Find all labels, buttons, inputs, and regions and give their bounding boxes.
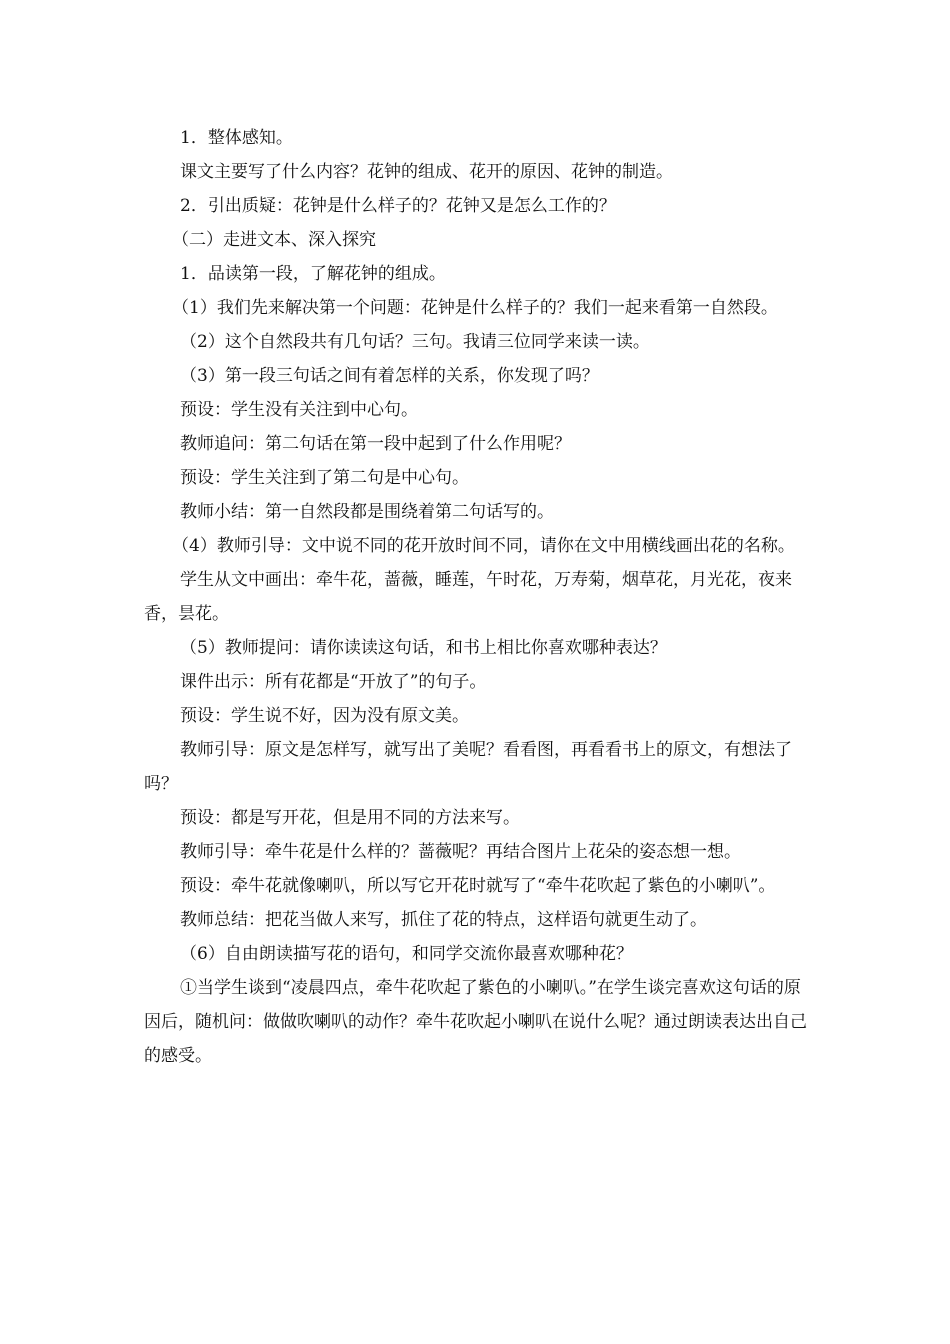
paragraph-teacher-follow-up: 教师追问：第二句话在第一段中起到了什么作用呢？ <box>180 434 571 454</box>
section-heading-raise-question: 2．引出质疑：花钟是什么样子的？花钟又是怎么工作的？ <box>180 196 616 216</box>
paragraph-preset-5: 预设：牵牛花就像喇叭，所以写它开花时就写了“牵牛花吹起了紫色的小喇叭”。 <box>180 876 776 896</box>
document-body <box>144 121 810 1073</box>
paragraph-step-3: （3）第一段三句话之间有着怎样的关系，你发现了吗？ <box>180 366 599 386</box>
paragraph-teacher-summary-1: 教师小结：第一自然段都是围绕着第二句话写的。 <box>180 502 554 522</box>
section-heading-explore-text: （二）走进文本、深入探究 <box>172 230 376 250</box>
paragraph-courseware: 课件出示：所有花都是“开放了”的句子。 <box>180 672 487 692</box>
paragraph-flower-names: 学生从文中画出：牵牛花，蔷薇，睡莲，午时花，万寿菊，烟草花，月光花，夜来香，昙花。 <box>144 570 792 624</box>
section-heading-overall-perception: 1．整体感知。 <box>180 128 293 148</box>
paragraph-step-6: （6）自由朗读描写花的语句，和同学交流你最喜欢哪种花？ <box>180 944 633 964</box>
paragraph-step-1: （1）我们先来解决第一个问题：花钟是什么样子的？我们一起来看第一自然段。 <box>172 298 778 318</box>
paragraph-preset-4: 预设：都是写开花，但是用不同的方法来写。 <box>180 808 520 828</box>
paragraph-circled-1: ①当学生谈到“凌晨四点，牵牛花吹起了紫色的小喇叭。”在学生谈完喜欢这句话的原因后，随机问：做做吹喇叭的动作？牵牛花吹起小喇叭在说什么呢？通过朗读表达出自己的感受。 <box>144 978 807 1066</box>
paragraph-preset-1: 预设：学生没有关注到中心句。 <box>180 400 418 420</box>
paragraph-text-content-summary: 课文主要写了什么内容？花钟的组成、花开的原因、花钟的制造。 <box>180 162 673 182</box>
paragraph-preset-2: 预设：学生关注到了第二句是中心句。 <box>180 468 469 488</box>
paragraph-teacher-guide-2: 教师引导：牵牛花是什么样的？蔷薇呢？再结合图片上花朵的姿态想一想。 <box>180 842 741 862</box>
paragraph-preset-3: 预设：学生说不好，因为没有原文美。 <box>180 706 469 726</box>
paragraph-teacher-guide-1: 教师引导：原文是怎样写，就写出了美呢？看看图，再看看书上的原文，有想法了吗？ <box>144 740 792 794</box>
paragraph-step-4: （4）教师引导：文中说不同的花开放时间不同，请你在文中用横线画出花的名称。 <box>172 536 795 556</box>
paragraph-teacher-summary-2: 教师总结：把花当做人来写，抓住了花的特点，这样语句就更生动了。 <box>180 910 707 930</box>
section-heading-read-first-paragraph: 1．品读第一段，了解花钟的组成。 <box>180 264 446 284</box>
paragraph-step-2: （2）这个自然段共有几句话？三句。我请三位同学来读一读。 <box>180 332 650 352</box>
paragraph-step-5: （5）教师提问：请你读读这句话，和书上相比你喜欢哪种表达？ <box>180 638 667 658</box>
